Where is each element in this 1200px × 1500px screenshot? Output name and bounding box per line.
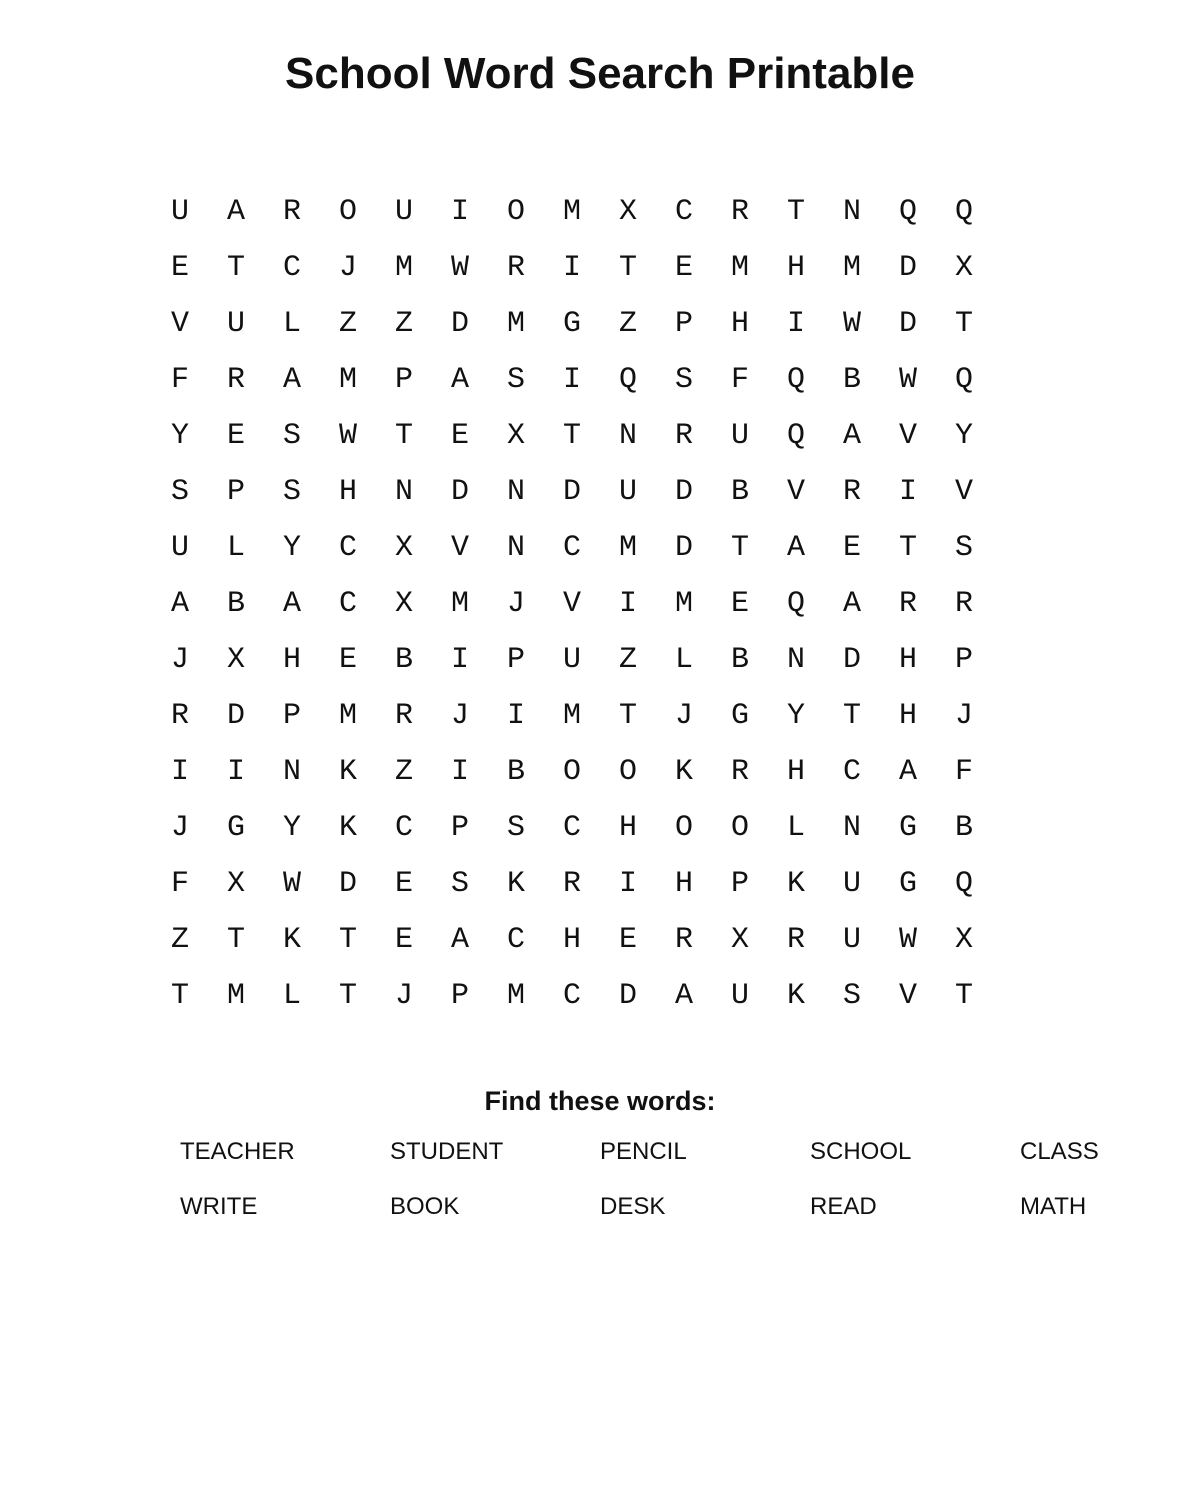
grid-letter: X — [506, 419, 525, 453]
grid-letter: C — [394, 811, 413, 845]
grid-letter: K — [338, 811, 357, 845]
grid-letter: M — [226, 979, 245, 1013]
grid-letter: T — [786, 195, 805, 229]
grid-letter: L — [226, 531, 245, 565]
grid-row — [152, 744, 992, 800]
grid-letter: T — [954, 307, 973, 341]
grid-letter: M — [842, 251, 861, 285]
grid-letter: N — [506, 475, 525, 509]
grid-letter: T — [338, 979, 357, 1013]
grid-letter: P — [954, 643, 973, 677]
grid-letter: I — [450, 643, 469, 677]
grid-row — [152, 184, 992, 240]
grid-letter: A — [282, 363, 301, 397]
grid-letter: H — [562, 923, 581, 957]
grid-letter: S — [282, 475, 301, 509]
grid-letter: V — [898, 419, 917, 453]
grid-letter: E — [170, 251, 189, 285]
grid-letter: U — [562, 643, 581, 677]
grid-letter: P — [506, 643, 525, 677]
grid-letter: H — [618, 811, 637, 845]
word-list-item: MATH — [1020, 1193, 1087, 1220]
grid-letter: H — [674, 867, 693, 901]
grid-letter: U — [730, 419, 749, 453]
grid-row — [152, 632, 992, 688]
grid-letter: V — [450, 531, 469, 565]
grid-letter: K — [506, 867, 525, 901]
grid-letter: R — [226, 363, 245, 397]
grid-letter: A — [282, 587, 301, 621]
grid-letter: U — [842, 923, 861, 957]
grid-letter: M — [506, 307, 525, 341]
grid-letter: T — [226, 251, 245, 285]
grid-letter: A — [786, 531, 805, 565]
grid-letter: I — [786, 307, 805, 341]
grid-letter: Y — [170, 419, 189, 453]
grid-letter: A — [842, 419, 861, 453]
grid-letter: M — [394, 251, 413, 285]
grid-letter: E — [226, 419, 245, 453]
grid-letter: N — [842, 195, 861, 229]
grid-letter: S — [842, 979, 861, 1013]
grid-letter: M — [562, 195, 581, 229]
grid-letter: I — [562, 251, 581, 285]
grid-letter: V — [562, 587, 581, 621]
grid-letter: N — [786, 643, 805, 677]
grid-letter: D — [562, 475, 581, 509]
grid-letter: R — [842, 475, 861, 509]
grid-letter: P — [282, 699, 301, 733]
grid-letter: N — [842, 811, 861, 845]
grid-letter: U — [730, 979, 749, 1013]
grid-letter: T — [338, 923, 357, 957]
grid-letter: T — [170, 979, 189, 1013]
grid-letter: U — [226, 307, 245, 341]
grid-letter: P — [674, 307, 693, 341]
grid-row — [152, 800, 992, 856]
grid-letter: M — [338, 699, 357, 733]
word-list — [180, 1124, 1200, 1234]
grid-letter: T — [898, 531, 917, 565]
grid-letter: F — [170, 867, 189, 901]
grid-letter: E — [450, 419, 469, 453]
grid-letter: T — [730, 531, 749, 565]
grid-letter: Q — [786, 587, 805, 621]
grid-row — [152, 688, 992, 744]
grid-letter: C — [674, 195, 693, 229]
grid-letter: B — [842, 363, 861, 397]
grid-letter: P — [450, 811, 469, 845]
grid-letter: Z — [394, 755, 413, 789]
grid-letter: I — [618, 867, 637, 901]
grid-letter: A — [170, 587, 189, 621]
grid-letter: P — [394, 363, 413, 397]
grid-letter: T — [842, 699, 861, 733]
grid-letter: W — [282, 867, 301, 901]
grid-letter: D — [898, 307, 917, 341]
grid-letter: M — [450, 587, 469, 621]
grid-letter: A — [842, 587, 861, 621]
grid-letter: A — [450, 363, 469, 397]
grid-row — [152, 576, 992, 632]
grid-letter: M — [506, 979, 525, 1013]
grid-row — [152, 856, 992, 912]
grid-letter: H — [786, 251, 805, 285]
grid-letter: R — [562, 867, 581, 901]
grid-letter: J — [450, 699, 469, 733]
grid-letter: N — [506, 531, 525, 565]
grid-letter: Q — [954, 195, 973, 229]
grid-row — [152, 520, 992, 576]
grid-row — [152, 408, 992, 464]
grid-letter: E — [394, 867, 413, 901]
grid-letter: H — [898, 699, 917, 733]
grid-letter: O — [730, 811, 749, 845]
grid-letter: R — [282, 195, 301, 229]
grid-letter: T — [394, 419, 413, 453]
grid-letter: G — [562, 307, 581, 341]
grid-letter: B — [730, 475, 749, 509]
grid-letter: X — [226, 867, 245, 901]
grid-letter: D — [674, 475, 693, 509]
grid-letter: S — [170, 475, 189, 509]
grid-letter: I — [450, 195, 469, 229]
grid-letter: F — [170, 363, 189, 397]
grid-letter: U — [170, 195, 189, 229]
word-list-item: SCHOOL — [810, 1138, 912, 1165]
grid-letter: E — [674, 251, 693, 285]
grid-letter: R — [954, 587, 973, 621]
grid-letter: Y — [282, 531, 301, 565]
grid-letter: L — [674, 643, 693, 677]
grid-letter: B — [730, 643, 749, 677]
grid-letter: D — [450, 307, 469, 341]
grid-letter: C — [562, 811, 581, 845]
word-list-item: CLASS — [1020, 1138, 1099, 1165]
grid-letter: S — [954, 531, 973, 565]
grid-letter: E — [730, 587, 749, 621]
grid-letter: V — [898, 979, 917, 1013]
word-list-item: READ — [810, 1193, 877, 1220]
word-list-item: WRITE — [180, 1193, 258, 1220]
grid-letter: W — [450, 251, 469, 285]
grid-letter: J — [394, 979, 413, 1013]
grid-letter: J — [506, 587, 525, 621]
grid-letter: L — [282, 307, 301, 341]
grid-letter: X — [730, 923, 749, 957]
grid-letter: V — [786, 475, 805, 509]
grid-letter: N — [282, 755, 301, 789]
grid-letter: S — [506, 363, 525, 397]
grid-letter: Z — [618, 307, 637, 341]
grid-letter: X — [954, 923, 973, 957]
grid-letter: T — [562, 419, 581, 453]
grid-letter: G — [898, 811, 917, 845]
grid-letter: S — [282, 419, 301, 453]
grid-letter: Y — [786, 699, 805, 733]
grid-letter: I — [506, 699, 525, 733]
grid-letter: T — [618, 251, 637, 285]
grid-letter: H — [338, 475, 357, 509]
grid-letter: D — [450, 475, 469, 509]
grid-letter: X — [394, 587, 413, 621]
grid-letter: C — [506, 923, 525, 957]
grid-letter: O — [618, 755, 637, 789]
grid-letter: C — [338, 531, 357, 565]
grid-letter: A — [898, 755, 917, 789]
grid-row — [152, 912, 992, 968]
grid-letter: X — [954, 251, 973, 285]
grid-letter: M — [674, 587, 693, 621]
grid-letter: Q — [954, 867, 973, 901]
grid-letter: E — [618, 923, 637, 957]
grid-letter: R — [730, 755, 749, 789]
grid-letter: T — [954, 979, 973, 1013]
grid-letter: A — [226, 195, 245, 229]
grid-letter: A — [674, 979, 693, 1013]
grid-row — [152, 464, 992, 520]
grid-letter: J — [674, 699, 693, 733]
grid-letter: O — [338, 195, 357, 229]
grid-letter: H — [282, 643, 301, 677]
grid-letter: G — [730, 699, 749, 733]
grid-letter: R — [170, 699, 189, 733]
grid-letter: F — [730, 363, 749, 397]
grid-letter: Q — [954, 363, 973, 397]
grid-row — [152, 296, 992, 352]
grid-letter: I — [450, 755, 469, 789]
grid-letter: V — [170, 307, 189, 341]
grid-letter: W — [338, 419, 357, 453]
grid-letter: R — [506, 251, 525, 285]
grid-letter: G — [898, 867, 917, 901]
grid-letter: P — [226, 475, 245, 509]
grid-letter: I — [898, 475, 917, 509]
grid-letter: M — [338, 363, 357, 397]
grid-letter: K — [786, 979, 805, 1013]
grid-letter: C — [562, 531, 581, 565]
grid-letter: R — [674, 923, 693, 957]
grid-letter: A — [450, 923, 469, 957]
grid-letter: X — [394, 531, 413, 565]
grid-letter: K — [338, 755, 357, 789]
grid-letter: I — [226, 755, 245, 789]
grid-letter: J — [170, 643, 189, 677]
grid-letter: U — [842, 867, 861, 901]
grid-letter: S — [506, 811, 525, 845]
grid-letter: P — [450, 979, 469, 1013]
grid-letter: Z — [618, 643, 637, 677]
grid-letter: T — [618, 699, 637, 733]
grid-letter: H — [786, 755, 805, 789]
grid-letter: C — [338, 587, 357, 621]
grid-letter: X — [618, 195, 637, 229]
grid-letter: I — [562, 363, 581, 397]
grid-letter: U — [394, 195, 413, 229]
word-list-item: DESK — [600, 1193, 666, 1220]
grid-letter: N — [394, 475, 413, 509]
grid-letter: G — [226, 811, 245, 845]
grid-letter: I — [618, 587, 637, 621]
grid-letter: Y — [282, 811, 301, 845]
grid-letter: D — [674, 531, 693, 565]
grid-letter: Y — [954, 419, 973, 453]
word-list-item: TEACHER — [180, 1138, 295, 1165]
grid-letter: U — [618, 475, 637, 509]
grid-letter: D — [898, 251, 917, 285]
word-list-item: STUDENT — [390, 1138, 504, 1165]
grid-letter: E — [338, 643, 357, 677]
grid-letter: P — [730, 867, 749, 901]
grid-letter: J — [170, 811, 189, 845]
grid-letter: Z — [394, 307, 413, 341]
grid-letter: C — [562, 979, 581, 1013]
grid-letter: B — [394, 643, 413, 677]
grid-letter: E — [842, 531, 861, 565]
grid-letter: R — [394, 699, 413, 733]
grid-letter: Q — [786, 419, 805, 453]
grid-letter: O — [674, 811, 693, 845]
grid-letter: J — [338, 251, 357, 285]
grid-letter: H — [730, 307, 749, 341]
grid-letter: O — [506, 195, 525, 229]
grid-letter: W — [842, 307, 861, 341]
grid-letter: V — [954, 475, 973, 509]
grid-letter: Q — [618, 363, 637, 397]
grid-letter: D — [226, 699, 245, 733]
word-list-heading: Find these words: — [484, 1086, 716, 1116]
grid-letter: L — [786, 811, 805, 845]
grid-letter: F — [954, 755, 973, 789]
grid-letter: K — [674, 755, 693, 789]
grid-letter: S — [674, 363, 693, 397]
grid-letter: Q — [786, 363, 805, 397]
grid-letter: M — [562, 699, 581, 733]
grid-letter: B — [954, 811, 973, 845]
grid-letter: Q — [898, 195, 917, 229]
grid-letter: W — [898, 923, 917, 957]
grid-letter: R — [730, 195, 749, 229]
grid-letter: O — [562, 755, 581, 789]
grid-letter: I — [170, 755, 189, 789]
grid-letter: R — [674, 419, 693, 453]
grid-letter: R — [786, 923, 805, 957]
grid-letter: W — [898, 363, 917, 397]
grid-letter: D — [842, 643, 861, 677]
grid-letter: L — [282, 979, 301, 1013]
grid-letter: U — [170, 531, 189, 565]
grid-letter: T — [226, 923, 245, 957]
grid-letter: C — [282, 251, 301, 285]
grid-letter: Z — [338, 307, 357, 341]
grid-letter: C — [842, 755, 861, 789]
grid-letter: S — [450, 867, 469, 901]
grid-letter: R — [898, 587, 917, 621]
grid-letter: B — [506, 755, 525, 789]
grid-letter: E — [394, 923, 413, 957]
grid-row — [152, 352, 992, 408]
word-list-item: BOOK — [390, 1193, 460, 1220]
grid-letter: K — [786, 867, 805, 901]
grid-letter: D — [618, 979, 637, 1013]
grid-letter: H — [898, 643, 917, 677]
grid-letter: B — [226, 587, 245, 621]
grid-row — [152, 968, 992, 1024]
grid-letter: N — [618, 419, 637, 453]
grid-letter: K — [282, 923, 301, 957]
grid-letter: J — [954, 699, 973, 733]
grid-letter: X — [226, 643, 245, 677]
grid-letter: Z — [170, 923, 189, 957]
grid-letter: M — [618, 531, 637, 565]
grid-row — [152, 240, 992, 296]
grid-letter: M — [730, 251, 749, 285]
page-title: School Word Search Printable — [285, 49, 915, 98]
word-list-item: PENCIL — [600, 1138, 687, 1165]
letter-grid — [152, 184, 992, 1024]
grid-letter: D — [338, 867, 357, 901]
